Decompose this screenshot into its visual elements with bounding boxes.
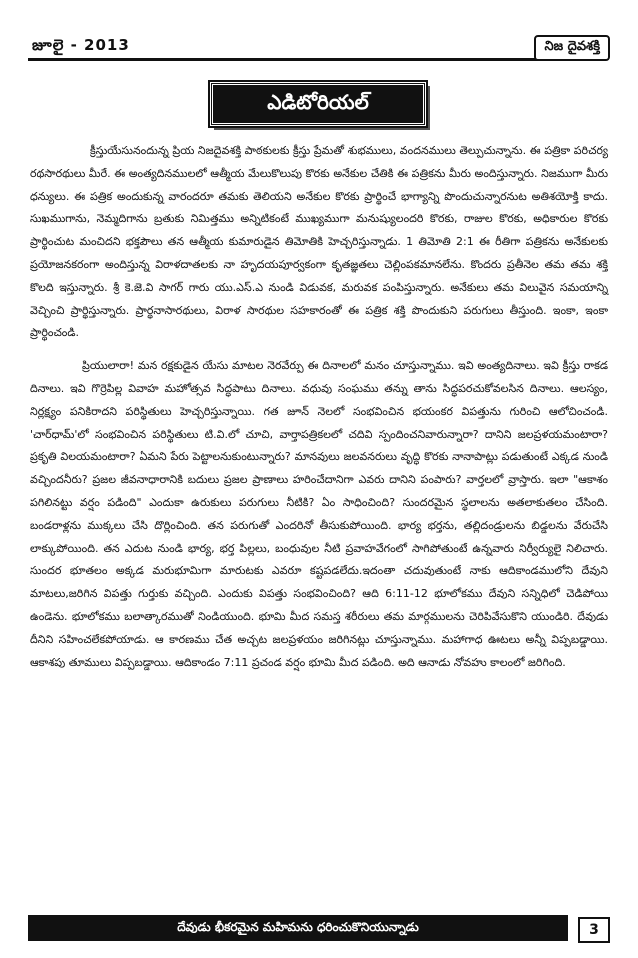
header-rule bbox=[28, 28, 548, 61]
paragraph-1: క్రీస్తుయేసునందున్న ప్రియ నిజదైవశక్తి పాఠకులకు క్రీస్తు ప్రేమతో శుభములు, వందనములు తెల్పుచున్నాను. ఈ పత్రికా పరిచర్య రథసారథులు మీరే. ఈ అంత్యదినములలో ఆత్మీయ మేలుకొలుపు కొరకు అనేకుల చేతికి ఈ పత్రికను మీరు అందిస్తున్నారు. నిజముగా మీరు ధన్యులు. ఈ పత్రిక అందుకున్న వారందరూ తమకు తెలియని అనేకుల కొరకు ప్రార్థించే భాగ్యాన్ని పొందుచున్నారనుట అతిశయోక్తి కాదు. సుఖముగాను, నెమ్మదిగాను బ్రతుకు నిమిత్తము అన్నిటికంటే ముఖ్యముగా మనుష్యులందరి కొరకు, రాజుల కొరకు, అధికారుల కొరకు ప్రార్థించుట మంచిదని భక్తపౌలు తన ఆత్మీయ కుమారుడైన తిమోతికి హెచ్చరిస్తున్నాడు. 1 తిమోతి 2:1 ఈ రీతిగా పత్రికను అనేకులకు ప్రయోజనకరంగా అందిస్తున్న విరాళదాతలకు నా హృదయపూర్వకంగా కృతజ్ఞతలు చెల్లింపకమానలేను. కొందరు ప్రతీనెల తమ తమ శక్తి కొలది ఇస్తున్నారు. శ్రీ కె.జె.వి సాగర్ గారు యు.ఎస్.ఎ నుండి విడువక, మరువక పంపిస్తున్నారు. అనేకులు తమ విలువైన సమయాన్ని వెచ్చించి ప్రార్థిస్తున్నారు. ప్రార్థనాసారథులు, విరాళ సారథుల సహకారంతో ఈ పత్రిక శక్తి పొందుకుని పరుగులు తీస్తుంది. ఇంకా, ఇంకా ప్రార్థించండి. bbox=[30, 144, 608, 340]
magazine-name: నిజ దైవశక్తి bbox=[534, 35, 610, 61]
issue-date: జూలై - 2013 bbox=[32, 36, 130, 54]
paragraph-2: ప్రియులారా! మన రక్షకుడైన యేసు మాటల నెరవేర్పు ఈ దినాలలో మనం చూస్తున్నాము. ఇవి అంత్యదినాలు. ఇవి క్రీస్తు రాకడ దినాలు. ఇవి గొర్రెపిల్ల వివాహ మహోత్సవ సిద్ధపాటు దినాలు. వధువు సంఘము తన్ను తాను సిద్ధపరచుకోవలసిన దినాలు. ఆలస్యం, నిర్లక్ష్యం పనికిరాదని పరిస్థితులు హెచ్చరిస్తున్నాయి. గత జూన్ నెలలో సంభవించిన భయంకర విపత్తును గురించి ఆలోచించండి. 'చార్‌ధామ్'లో సంభవించిన పరిస్థితులు టి.వి.లో చూచి, వార్తాపత్రికలలో చదివి స్పందించనివారున్నారా? దానిని జలప్రళయమంటారా? ప్రకృతి విలయమంటారా? ఏమని పేరు పెట్టాలనుకుంటున్నారు? మానవులు జలవనరులు వృద్ధి కొరకు నానాపాట్లు పడుతుంటే ఎక్కడ నుండి వచ్చిందనీరు? ప్రజల జీవనాధారానికి బదులు ప్రజల ప్రాణాలు హరించేదానిగా ఎవరు దానిని పంపారు? వార్తలలో వ్రాస్తారు. ఇలా "ఆకాశం పగిలినట్టు వర్షం పడింది" ఎందుకా ఉరుకులు పరుగులు నీటికి? ఏం సాధించింది? సుందరమైన స్థలాలను అతలాకుతలం చేసింది. బండరాళ్లను ముక్కలు చేసి దొర్లించింది. తన పరుగుతో ఎందరినో తీసుకుపోయింది. భార్య భర్తను, తల్లిదండ్రులను బిడ్డలను వేరుచేసి లాక్కుపోయింది. తన ఎదుట నుండి భార్య, భర్త పిల్లలు, బంధువుల నీటి ప్రవాహవేగంలో సాగిపోతుంటే ఉన్నవారు నిర్వీర్యులై నిలిచారు. సుందర భూతలం అక్కడ మరుభూమిగా మారుటకు ఎవరూ కష్టపడలేదు.ఇదంతా చదువుతుంటే నాకు ఆదికాండములోని దేవుని మాటలు,జరిగిన విపత్తు గుర్తుకు వచ్చింది. ఎందుకు విపత్తు సంభవించింది? ఆది 6:11-12 భూలోకము దేవుని సన్నిధిలో చెడిపోయి ఉండెను. భూలోకము బలాత్కారముతో నిండియుంది. భూమి మీద సమస్త శరీరులు తమ మార్గములను చెరిపివేసుకొని యుండిరి. దేవుడు దీనిని సహించలేకపోయాడు. ఆ కారణము చేత అచ్చట జలప్రళయం జరిగినట్లు చూస్తున్నాము. మహాగాధ ఊటలు అన్నీ విప్పబడ్డాయి. ఆకాశపు తూములు విప్పబడ్డాయి. ఆదికాండం 7:11 ప్రచండ వర్షం భూమి మీద పడింది. అది ఆనాడు నోవహు కాలంలో జరిగింది. bbox=[30, 359, 608, 669]
page-footer bbox=[28, 915, 610, 943]
page-header bbox=[28, 28, 610, 64]
editorial-article bbox=[30, 140, 608, 684]
section-title: ఎడిటోరియల్ bbox=[210, 82, 426, 126]
section-title-badge bbox=[210, 82, 428, 126]
footer-caption: దేవుడు భీకరమైన మహిమను ధరించుకొనియున్నాడు bbox=[28, 915, 568, 941]
page-number: 3 bbox=[578, 917, 610, 943]
